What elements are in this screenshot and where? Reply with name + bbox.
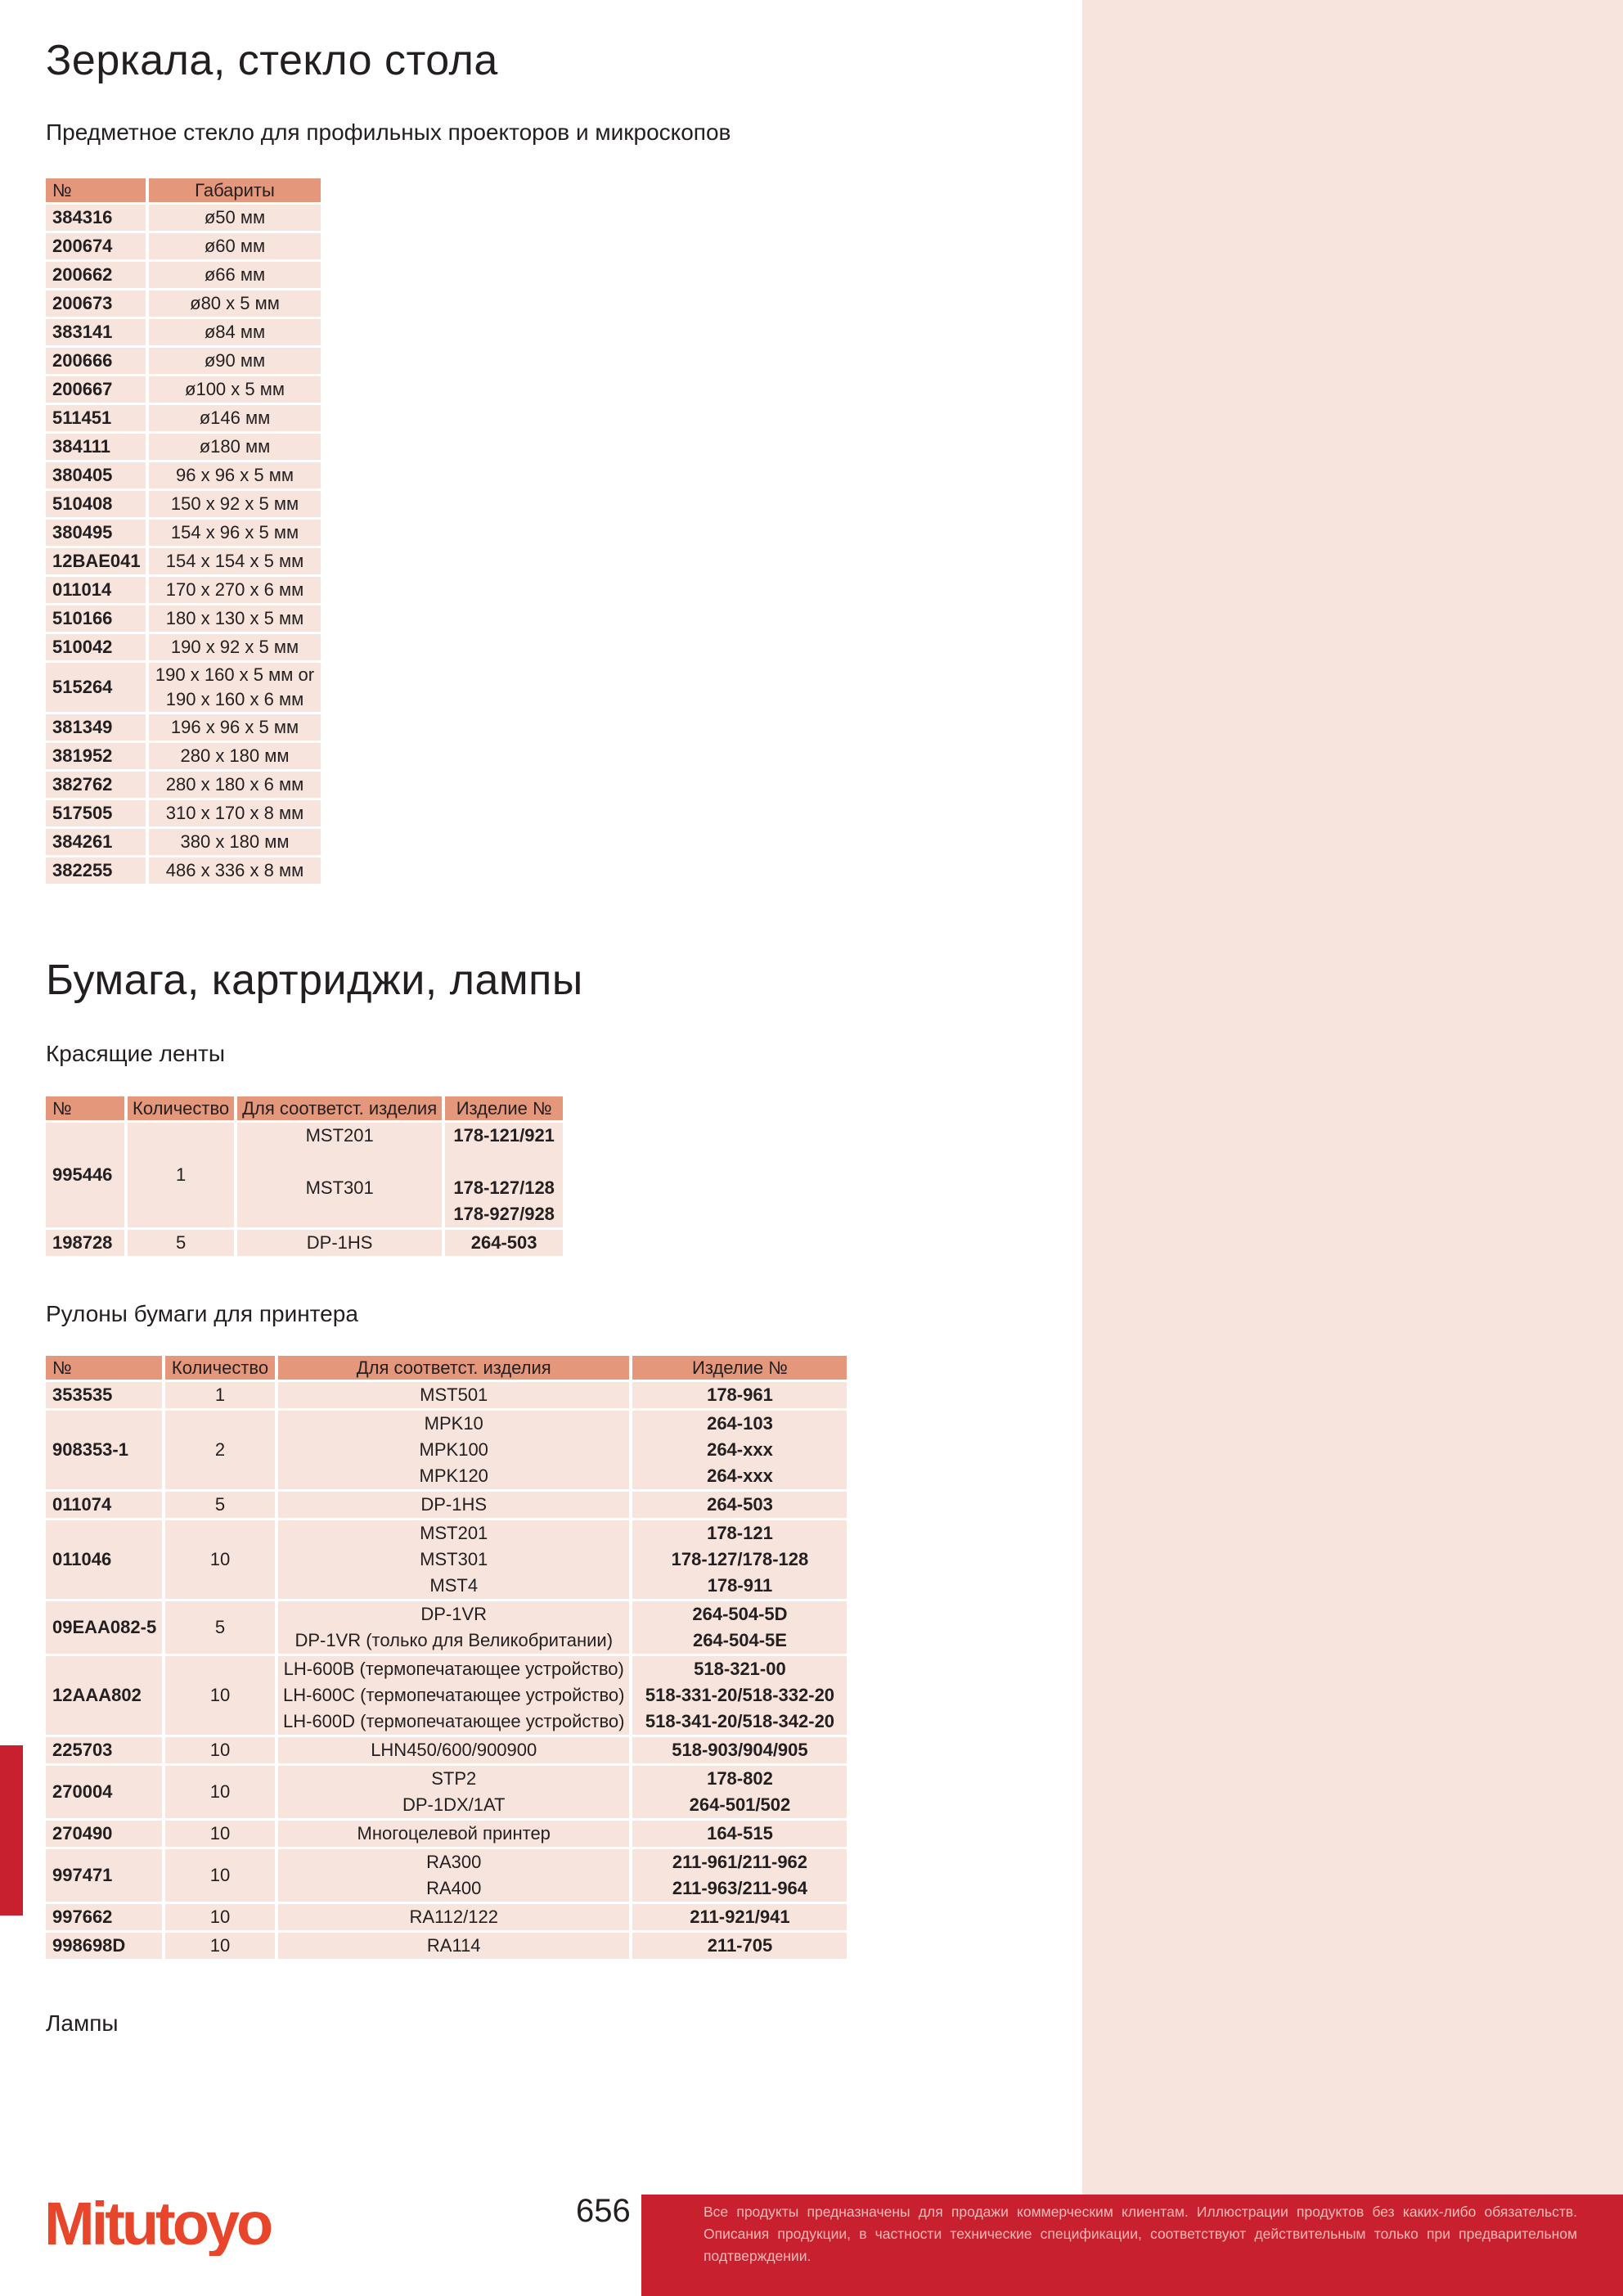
table-row [46,1656,847,1735]
cell-dimensions: 154 x 96 x 5 мм [149,520,321,546]
cell-dimensions: ø84 мм [149,319,321,345]
cell-item-number: 264-504-5D 264-504-5E [632,1601,847,1654]
cell-number: 384316 [46,205,146,231]
cell-dimensions: 154 x 154 x 5 мм [149,548,321,574]
table-row [46,376,321,403]
cell-compatible: MST201 MST301 MST4 [278,1520,629,1599]
cell-quantity: 2 [165,1411,275,1489]
col-header-compatible: Для соответст. изделия [278,1356,629,1380]
cell-quantity: 1 [165,1382,275,1408]
cell-dimensions: ø80 x 5 мм [149,290,321,317]
cell-dimensions: ø180 мм [149,434,321,460]
cell-quantity: 10 [165,1849,275,1902]
table-row [46,1520,847,1599]
cell-number: 200674 [46,233,146,259]
cell-dimensions: 310 x 170 x 8 мм [149,800,321,826]
cell-item-number: 211-961/211-962 211-963/211-964 [632,1849,847,1902]
cell-number: 270490 [46,1821,162,1847]
cell-quantity: 10 [165,1737,275,1763]
cell-dimensions: 96 x 96 x 5 мм [149,462,321,488]
cell-dimensions: ø90 мм [149,348,321,374]
cell-dimensions: 380 x 180 мм [149,829,321,855]
table-row [46,520,321,546]
cell-compatible: LH-600B (термопечатающее устройство) LH-600C (термопечатающее устройство) LH-600D (термопечатающее устройство) [278,1656,629,1735]
table-row [46,634,321,660]
cell-item-number: 178-121/921 178-127/128 178-927/928 [445,1123,563,1227]
cell-number: 510042 [46,634,146,660]
cell-item-number: 164-515 [632,1821,847,1847]
table-row [46,577,321,603]
col-header-number: № [46,1356,162,1380]
cell-compatible: RA114 [278,1933,629,1959]
subtitle-paper-rolls: Рулоны бумаги для принтера [46,1301,358,1326]
cell-item-number: 211-921/941 [632,1904,847,1930]
table-row [46,743,321,769]
col-header-compatible: Для соответст. изделия [237,1096,442,1120]
cell-quantity: 10 [165,1821,275,1847]
cell-dimensions: 280 x 180 мм [149,743,321,769]
cell-number: 12BAE041 [46,548,146,574]
table-row [46,714,321,741]
cell-number: 380495 [46,520,146,546]
cell-number: 382762 [46,772,146,798]
cell-item-number: 264-103 264-xxx 264-xxx [632,1411,847,1489]
table-header-row [46,178,321,202]
cell-compatible: DP-1HS [237,1230,442,1256]
cell-number: 200667 [46,376,146,403]
cell-item-number: 518-321-00 518-331-20/518-332-20 518-341-20/518-342-20 [632,1656,847,1735]
section-tab-marker [0,1745,23,1916]
table-row [46,858,321,884]
ribbons-table [43,1094,566,1258]
table-row [46,290,321,317]
section-title-mirrors: Зеркала, стекло стола [46,37,498,84]
mitutoyo-logo [44,2190,314,2260]
cell-number: 997662 [46,1904,162,1930]
col-header-number: № [46,178,146,202]
cell-compatible: DP-1HS [278,1492,629,1518]
section-title-paper: Бумага, картриджи, лампы [46,957,583,1004]
table-row [46,1737,847,1763]
cell-number: 225703 [46,1737,162,1763]
cell-number: 510408 [46,491,146,517]
cell-dimensions: 170 x 270 x 6 мм [149,577,321,603]
cell-number: 12AAA802 [46,1656,162,1735]
col-header-quantity: Количество [165,1356,275,1380]
table-row [46,262,321,288]
cell-number: 200662 [46,262,146,288]
cell-dimensions: 280 x 180 x 6 мм [149,772,321,798]
table-row [46,405,321,431]
cell-compatible: MST201 MST301 [237,1123,442,1227]
cell-number: 384261 [46,829,146,855]
cell-dimensions: ø66 мм [149,262,321,288]
cell-number: 381952 [46,743,146,769]
cell-number: 381349 [46,714,146,741]
cell-dimensions: 180 x 130 x 5 мм [149,606,321,632]
cell-number: 515264 [46,663,146,712]
cell-number: 384111 [46,434,146,460]
cell-quantity: 10 [165,1904,275,1930]
table-row [46,348,321,374]
cell-number: 200673 [46,290,146,317]
table-row [46,663,321,712]
table-row [46,491,321,517]
table-row [46,829,321,855]
table-row [46,434,321,460]
table-row [46,1904,847,1930]
cell-compatible: DP-1VR DP-1VR (только для Великобритании) [278,1601,629,1654]
footer-disclaimer: Все продукты предназначены для продажи коммерческим клиентам. Иллюстрации продуктов без каких-либо обязательств. Описания продукции, в частности технические спецификации, соответствуют действительным только при предварительном подтверждении. [704,2204,1577,2264]
table-row [46,205,321,231]
cell-compatible: RA300 RA400 [278,1849,629,1902]
logo-wordmark: Mitutoyo [44,2190,271,2256]
cell-item-number: 178-961 [632,1382,847,1408]
cell-dimensions: 486 x 336 x 8 мм [149,858,321,884]
cell-number: 011014 [46,577,146,603]
cell-number: 997471 [46,1849,162,1902]
cell-number: 198728 [46,1230,124,1256]
table-row [46,1123,563,1227]
table-row [46,772,321,798]
cell-quantity: 10 [165,1933,275,1959]
table-row [46,1492,847,1518]
cell-quantity: 10 [165,1520,275,1599]
table-row [46,1382,847,1408]
table-row [46,1849,847,1902]
cell-item-number: 211-705 [632,1933,847,1959]
cell-quantity: 10 [165,1656,275,1735]
cell-item-number: 264-503 [445,1230,563,1256]
paper-rolls-table [43,1353,850,1961]
side-panel-decoration [1082,0,1623,2296]
cell-dimensions: 190 x 92 x 5 мм [149,634,321,660]
subtitle-ribbons: Красящие ленты [46,1041,225,1066]
cell-compatible: MPK10 MPK100 MPK120 [278,1411,629,1489]
cell-number: 200666 [46,348,146,374]
cell-number: 353535 [46,1382,162,1408]
table-row [46,800,321,826]
cell-number: 517505 [46,800,146,826]
cell-number: 995446 [46,1123,124,1227]
cell-number: 998698D [46,1933,162,1959]
cell-number: 380405 [46,462,146,488]
cell-compatible: MST501 [278,1382,629,1408]
col-header-dimensions: Габариты [149,178,321,202]
cell-dimensions: ø50 мм [149,205,321,231]
cell-number: 011074 [46,1492,162,1518]
table-row [46,1766,847,1818]
cell-quantity: 5 [165,1601,275,1654]
table-row [46,1601,847,1654]
cell-number: 270004 [46,1766,162,1818]
cell-compatible: LHN450/600/900900 [278,1737,629,1763]
cell-quantity: 10 [165,1766,275,1818]
col-header-item-number: Изделие № [632,1356,847,1380]
cell-number: 510166 [46,606,146,632]
cell-dimensions: ø146 мм [149,405,321,431]
cell-compatible: Многоцелевой принтер [278,1821,629,1847]
table-row [46,1411,847,1489]
col-header-number: № [46,1096,124,1120]
col-header-quantity: Количество [128,1096,234,1120]
cell-dimensions: ø100 x 5 мм [149,376,321,403]
cell-number: 908353-1 [46,1411,162,1489]
cell-dimensions: 196 x 96 x 5 мм [149,714,321,741]
table-row [46,319,321,345]
cell-quantity: 1 [128,1123,234,1227]
table-row [46,1230,563,1256]
cell-dimensions: 190 x 160 x 5 мм or 190 x 160 x 6 мм [149,663,321,712]
col-header-item-number: Изделие № [445,1096,563,1120]
cell-quantity: 5 [165,1492,275,1518]
cell-item-number: 178-121 178-127/178-128 178-911 [632,1520,847,1599]
cell-item-number: 264-503 [632,1492,847,1518]
table-header-row [46,1096,563,1120]
table-row [46,1933,847,1959]
table-row [46,1821,847,1847]
cell-item-number: 178-802 264-501/502 [632,1766,847,1818]
cell-number: 383141 [46,319,146,345]
subtitle-lamps: Лампы [46,2010,119,2036]
page-number: 656 [576,2193,631,2229]
cell-compatible: RA112/122 [278,1904,629,1930]
cell-number: 511451 [46,405,146,431]
cell-compatible: STP2 DP-1DX/1AT [278,1766,629,1818]
cell-number: 09EAA082-5 [46,1601,162,1654]
cell-number: 011046 [46,1520,162,1599]
cell-quantity: 5 [128,1230,234,1256]
cell-item-number: 518-903/904/905 [632,1737,847,1763]
cell-number: 382255 [46,858,146,884]
glass-table [43,176,324,886]
subtitle-glass: Предметное стекло для профильных проекторов и микроскопов [46,119,731,145]
table-row [46,462,321,488]
cell-dimensions: 150 x 92 x 5 мм [149,491,321,517]
cell-dimensions: ø60 мм [149,233,321,259]
table-header-row [46,1356,847,1380]
table-row [46,233,321,259]
table-row [46,548,321,574]
table-row [46,606,321,632]
